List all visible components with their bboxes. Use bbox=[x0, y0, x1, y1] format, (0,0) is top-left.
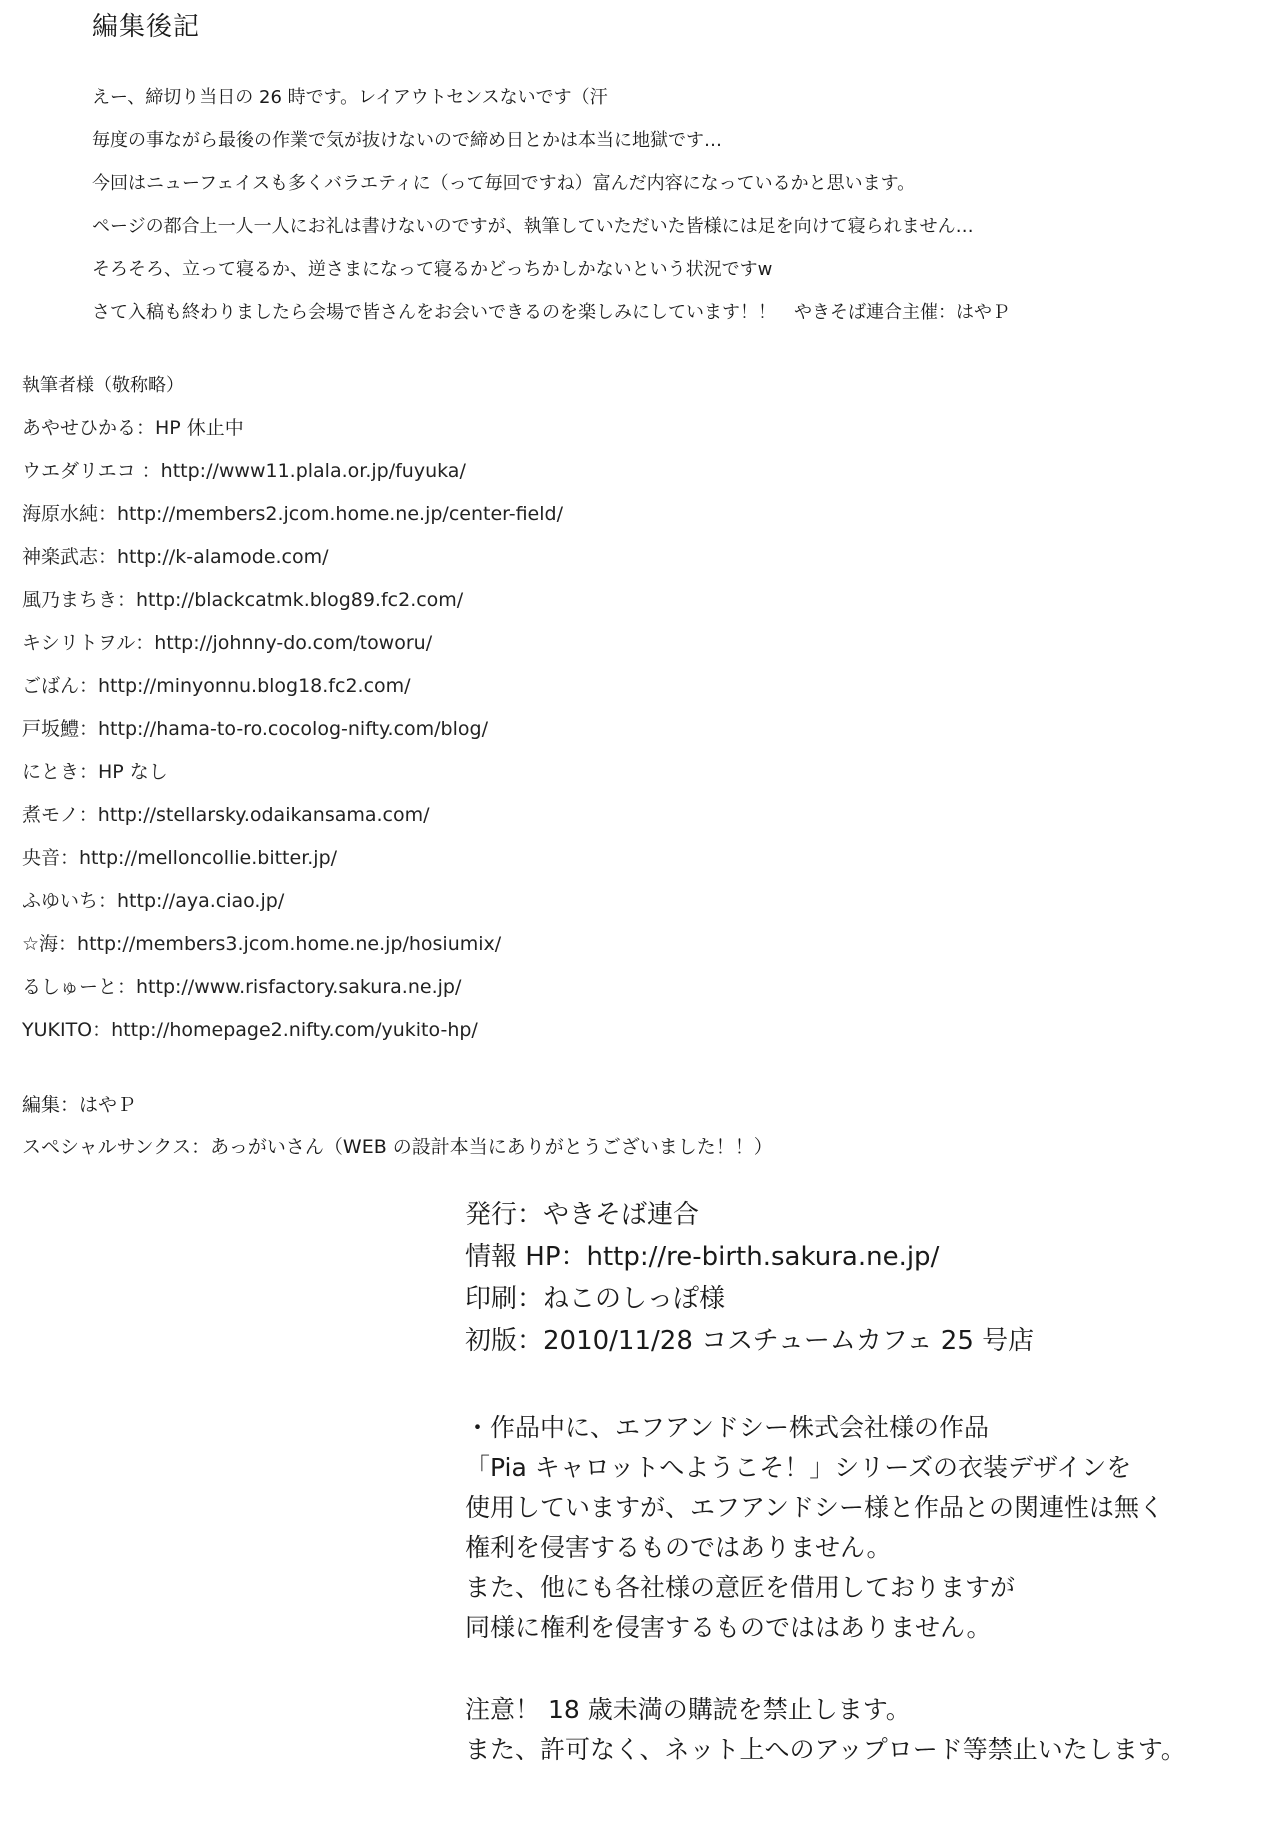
author-entry: ごばん：http://minyonnu.blog18.fc2.com/ bbox=[22, 675, 411, 697]
disclaimer-line: 使用していますが、エフアンドシー様と作品との関連性は無く bbox=[465, 1493, 1165, 1522]
special-thanks: スペシャルサンクス：あっがいさん（WEB の設計本当にありがとうございました！！） bbox=[22, 1136, 773, 1158]
author-entry: キシリトヲル：http://johnny-do.com/toworu/ bbox=[22, 632, 433, 654]
notice-line: 注意！ 18 歳未満の購読を禁止します。 bbox=[465, 1695, 911, 1724]
age-notice bbox=[465, 1690, 1275, 1770]
author-entry: 神楽武志：http://k-alamode.com/ bbox=[22, 546, 329, 568]
author-entry: 戸坂鱧：http://hama-to-ro.cocolog-nifty.com/blog/ bbox=[22, 718, 488, 740]
author-entry: ☆海：http://members3.jcom.home.ne.jp/hosiumix/ bbox=[22, 933, 502, 955]
page-title: 編集後記 bbox=[92, 12, 201, 42]
printer: 印刷：ねこのしっぽ様 bbox=[465, 1284, 726, 1314]
notice-line: また、許可なく、ネット上へのアップロード等禁止いたします。 bbox=[465, 1735, 1186, 1764]
afterword-line: 毎度の事ながら最後の作業で気が抜けないので締め日とかは本当に地獄です… bbox=[92, 130, 722, 151]
afterword-line: さて入稿も終わりましたら会場で皆さんをお会いできるのを楽しみにしています！！ やきそば連合主催：はやＰ bbox=[92, 302, 1010, 323]
disclaimer-line: 「Pia キャロットへようこそ！」シリーズの衣装デザインを bbox=[465, 1453, 1132, 1482]
author-entry: るしゅーと：http://www.risfactory.sakura.ne.jp/ bbox=[22, 976, 462, 998]
author-entry: 風乃まちき：http://blackcatmk.blog89.fc2.com/ bbox=[22, 589, 464, 611]
author-entry: 海原水純：http://members2.jcom.home.ne.jp/center-field/ bbox=[22, 503, 563, 525]
afterword-line: えー、締切り当日の 26 時です。レイアウトセンスないです（汗 bbox=[92, 87, 608, 108]
afterword-line: 今回はニューフェイスも多くバラエティに（って毎回ですね）富んだ内容になっているかと思います。 bbox=[92, 173, 916, 194]
author-entry: あやせひかる：HP 休止中 bbox=[22, 417, 244, 439]
credits-section bbox=[22, 1084, 1122, 1168]
author-entry: ウエダリエコ ：http://www11.plala.or.jp/fuyuka/ bbox=[22, 460, 466, 482]
author-entry: 央音：http://melloncollie.bitter.jp/ bbox=[22, 847, 338, 869]
authors-section bbox=[22, 364, 1022, 1052]
afterword-line: そろそろ、立って寝るか、逆さまになって寝るかどっちかしかないという状況ですw bbox=[92, 259, 773, 280]
author-entry: ふゆいち：http://aya.ciao.jp/ bbox=[22, 890, 285, 912]
info-website: 情報 HP：http://re-birth.sakura.ne.jp/ bbox=[465, 1242, 940, 1272]
author-entry: にとき：HP なし bbox=[22, 761, 168, 783]
disclaimer-line: ・作品中に、エフアンドシー株式会社様の作品 bbox=[465, 1413, 990, 1442]
first-edition: 初版：2010/11/28 コスチュームカフェ 25 号店 bbox=[465, 1326, 1035, 1356]
author-entry: 煮モノ：http://stellarsky.odaikansama.com/ bbox=[22, 804, 430, 826]
colophon bbox=[465, 1194, 1265, 1362]
author-entry: YUKITO：http://homepage2.nifty.com/yukito-hp/ bbox=[22, 1019, 478, 1041]
disclaimer bbox=[465, 1408, 1275, 1648]
disclaimer-line: また、他にも各社様の意匠を借用しておりますが bbox=[465, 1573, 1016, 1602]
editor-credit: 編集：はやＰ bbox=[22, 1094, 137, 1116]
disclaimer-line: 同様に権利を侵害するものでははありません。 bbox=[465, 1613, 992, 1642]
publisher: 発行：やきそば連合 bbox=[465, 1200, 700, 1230]
disclaimer-line: 権利を侵害するものではありません。 bbox=[465, 1533, 892, 1562]
afterword-section bbox=[92, 76, 1252, 334]
authors-title: 執筆者様（敬称略） bbox=[22, 375, 184, 396]
afterword-line: ページの都合上一人一人にお礼は書けないのですが、執筆していただいた皆様には足を向けて寝られません… bbox=[92, 216, 974, 237]
